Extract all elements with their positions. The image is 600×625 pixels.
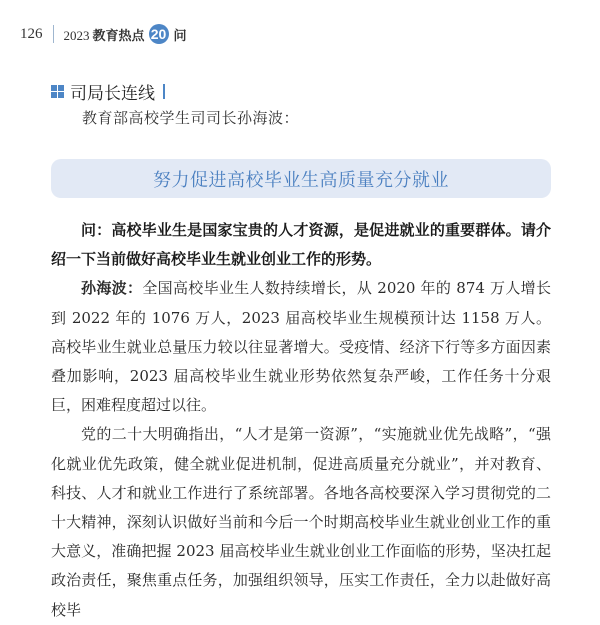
book-title-text: 教育热点 [92, 28, 145, 44]
running-header [20, 22, 187, 46]
header-divider [53, 25, 54, 43]
interviewee-intro: 教育部高校学生司司长孙海波： [82, 109, 300, 127]
answer-speaker: 孙海波： [81, 279, 143, 298]
interview-question: 问：高校毕业生是国家宝贵的人才资源，是促进就业的重要群体。请介绍一下当前做好高校毕业生就业创业工作的形势。 [51, 221, 551, 269]
number-badge: 20 [149, 24, 169, 44]
section-heading [51, 79, 165, 104]
article-body [51, 216, 551, 625]
answer-paragraph-2: 党的二十大明确指出，“人才是第一资源”，“实施就业优先战略”，“强化就业优先政策，健全就业促进机制，促进高质量充分就业”，并对教育、科技、人才和就业工作进行了系统部署。各地各高校要深入学习贯彻党的二十大精神，深刻认识做好当前和今后一个时期高校毕业生就业创业工作的重大意义，准确把握 2023 届高校毕业生就业创业工作面临的形势，坚决扛起政治责任，聚焦重点任务，加强组织领导，压实工作责任，全力以赴做好高校毕 [51, 425, 551, 619]
section-bar-decoration [163, 84, 165, 99]
answer-paragraph-1-text: 全国高校毕业生人数持续增长，从 2020 年的 874 万人增长到 2022 年的 1076 万人，2023 届高校毕业生规模预计达 1158 万人。高校毕业生就业总量压力较以往显著增大。受疫情、经济下行等多方面因素叠加影响，2023 届高校毕业生就业形势依然复杂严峻，工作任务十分艰巨，困难程度超过以往。 [51, 279, 551, 415]
answer-paragraph-1 [51, 274, 551, 420]
grid-icon [51, 85, 64, 98]
book-title-year: 2023 [63, 27, 90, 43]
page-number: 126 [20, 25, 43, 42]
article-title: 努力促进高校毕业生高质量充分就业 [153, 169, 449, 191]
book-title-suffix: 问 [173, 28, 187, 44]
section-heading-text: 司局长连线 [70, 84, 155, 104]
article-title-banner [51, 159, 551, 198]
book-title [64, 25, 145, 44]
